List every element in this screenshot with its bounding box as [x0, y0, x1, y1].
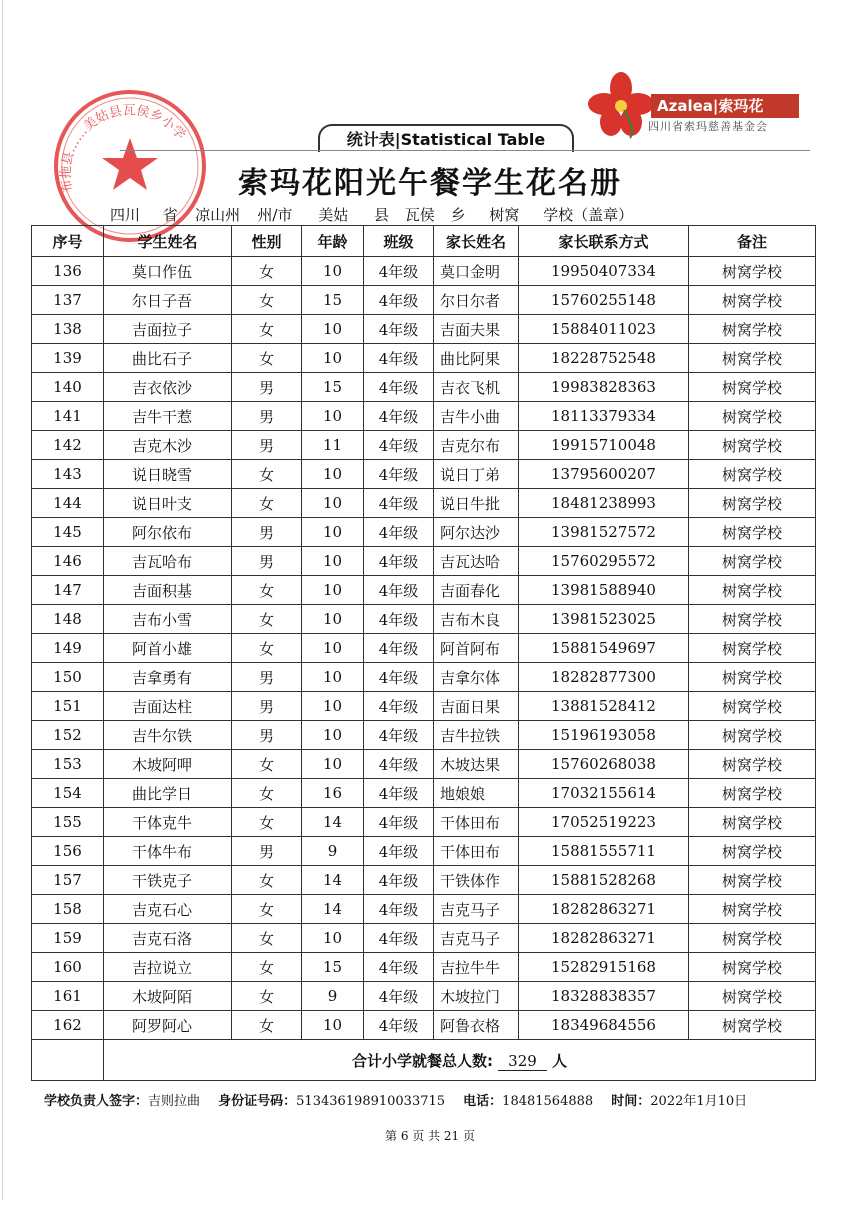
remarks-cell: 树窝学校 — [689, 866, 816, 895]
table-row — [32, 402, 816, 431]
grade-cell: 4年级 — [364, 1011, 434, 1040]
gender-cell: 男 — [232, 663, 302, 692]
row-index-cell: 155 — [32, 808, 104, 837]
student-name-cell: 吉面达柱 — [104, 692, 232, 721]
total-spacer-cell — [32, 1040, 104, 1081]
age-cell: 14 — [302, 808, 364, 837]
age-cell: 10 — [302, 634, 364, 663]
student-name-cell: 吉面拉子 — [104, 315, 232, 344]
province-suffix: 省 — [162, 206, 178, 224]
row-index-cell: 139 — [32, 344, 104, 373]
student-name-cell: 阿首小雄 — [104, 634, 232, 663]
gender-cell: 女 — [232, 808, 302, 837]
age-cell: 16 — [302, 779, 364, 808]
parent-contact-cell: 13981527572 — [519, 518, 689, 547]
age-cell: 10 — [302, 489, 364, 518]
header-parent-contact: 家长联系方式 — [519, 226, 689, 257]
age-cell: 9 — [302, 837, 364, 866]
header-student-name: 学生姓名 — [104, 226, 232, 257]
remarks-cell: 树窝学校 — [689, 605, 816, 634]
parent-contact-cell: 19983828363 — [519, 373, 689, 402]
row-index-cell: 145 — [32, 518, 104, 547]
student-name-cell: 吉布小雪 — [104, 605, 232, 634]
row-index-cell: 142 — [32, 431, 104, 460]
table-row — [32, 779, 816, 808]
grade-cell: 4年级 — [364, 373, 434, 402]
table-row — [32, 547, 816, 576]
parent-contact-cell: 15881555711 — [519, 837, 689, 866]
row-index-cell: 156 — [32, 837, 104, 866]
header-age: 年龄 — [302, 226, 364, 257]
header-grade: 班级 — [364, 226, 434, 257]
table-row — [32, 837, 816, 866]
table-row — [32, 1011, 816, 1040]
gender-cell: 女 — [232, 460, 302, 489]
age-cell: 10 — [302, 315, 364, 344]
row-index-cell: 148 — [32, 605, 104, 634]
row-index-cell: 159 — [32, 924, 104, 953]
age-cell: 10 — [302, 576, 364, 605]
parent-contact-cell: 15760295572 — [519, 547, 689, 576]
prefecture-suffix: 州/市 — [257, 206, 293, 224]
statistical-table-tab: 统计表|Statistical Table — [318, 124, 574, 152]
row-index-cell: 154 — [32, 779, 104, 808]
table-header-row — [32, 226, 816, 257]
parent-contact-cell: 15196193058 — [519, 721, 689, 750]
header-gender: 性别 — [232, 226, 302, 257]
table-row — [32, 634, 816, 663]
table-row — [32, 489, 816, 518]
student-name-cell: 吉面积基 — [104, 576, 232, 605]
signer-label: 学校负责人签字： — [44, 1094, 149, 1109]
table-row — [32, 692, 816, 721]
gender-cell: 女 — [232, 489, 302, 518]
school-suffix: 学校（盖章） — [543, 206, 634, 224]
grade-cell: 4年级 — [364, 982, 434, 1011]
grade-cell: 4年级 — [364, 663, 434, 692]
row-index-cell: 143 — [32, 460, 104, 489]
gender-cell: 女 — [232, 982, 302, 1011]
parent-contact-cell: 18349684556 — [519, 1011, 689, 1040]
gender-cell: 女 — [232, 257, 302, 286]
table-row — [32, 576, 816, 605]
gender-cell: 男 — [232, 547, 302, 576]
county-suffix: 县 — [373, 206, 389, 224]
township-suffix: 乡 — [450, 206, 466, 224]
header-index: 序号 — [32, 226, 104, 257]
parent-name-cell: 干铁体作 — [434, 866, 519, 895]
parent-name-cell: 曲比阿果 — [434, 344, 519, 373]
gender-cell: 男 — [232, 431, 302, 460]
id-value: 513436198910033715 — [296, 1094, 446, 1109]
row-index-cell: 138 — [32, 315, 104, 344]
remarks-cell: 树窝学校 — [689, 1011, 816, 1040]
age-cell: 10 — [302, 460, 364, 489]
remarks-cell: 树窝学校 — [689, 953, 816, 982]
age-cell: 10 — [302, 924, 364, 953]
remarks-cell: 树窝学校 — [689, 779, 816, 808]
row-index-cell: 161 — [32, 982, 104, 1011]
parent-contact-cell: 15884011023 — [519, 315, 689, 344]
logo-org-name: 四川省索玛慈善基金会 — [648, 120, 768, 133]
parent-name-cell: 莫口金明 — [434, 257, 519, 286]
parent-contact-cell: 19915710048 — [519, 431, 689, 460]
grade-cell: 4年级 — [364, 750, 434, 779]
row-index-cell: 136 — [32, 257, 104, 286]
age-cell: 14 — [302, 895, 364, 924]
age-cell: 14 — [302, 866, 364, 895]
grade-cell: 4年级 — [364, 895, 434, 924]
gender-cell: 女 — [232, 576, 302, 605]
grade-cell: 4年级 — [364, 779, 434, 808]
gender-cell: 女 — [232, 953, 302, 982]
page-title: 索玛花阳光午餐学生花名册 — [238, 166, 622, 201]
gender-cell: 男 — [232, 692, 302, 721]
parent-contact-cell: 13881528412 — [519, 692, 689, 721]
province-field: 四川 — [92, 204, 158, 226]
gender-cell: 女 — [232, 895, 302, 924]
parent-name-cell: 阿尔达沙 — [434, 518, 519, 547]
total-unit: 人 — [552, 1051, 568, 1070]
remarks-cell: 树窝学校 — [689, 576, 816, 605]
age-cell: 15 — [302, 286, 364, 315]
student-name-cell: 说日晓雪 — [104, 460, 232, 489]
row-index-cell: 160 — [32, 953, 104, 982]
grade-cell: 4年级 — [364, 605, 434, 634]
remarks-cell: 树窝学校 — [689, 344, 816, 373]
remarks-cell: 树窝学校 — [689, 460, 816, 489]
age-cell: 10 — [302, 605, 364, 634]
remarks-cell: 树窝学校 — [689, 373, 816, 402]
gender-cell: 女 — [232, 344, 302, 373]
grade-cell: 4年级 — [364, 344, 434, 373]
row-index-cell: 150 — [32, 663, 104, 692]
student-name-cell: 木坡阿呷 — [104, 750, 232, 779]
remarks-cell: 树窝学校 — [689, 489, 816, 518]
table-row — [32, 982, 816, 1011]
parent-contact-cell: 18282877300 — [519, 663, 689, 692]
row-index-cell: 157 — [32, 866, 104, 895]
total-row — [32, 1040, 816, 1081]
seal-text: 布拖县……美姑县瓦侯乡小学 — [58, 103, 188, 194]
parent-contact-cell: 15881549697 — [519, 634, 689, 663]
grade-cell: 4年级 — [364, 808, 434, 837]
age-cell: 15 — [302, 953, 364, 982]
grade-cell: 4年级 — [364, 547, 434, 576]
parent-contact-cell: 15760255148 — [519, 286, 689, 315]
student-name-cell: 吉牛尔铁 — [104, 721, 232, 750]
table-row — [32, 257, 816, 286]
student-roster-table — [31, 225, 816, 1081]
student-name-cell: 吉瓦哈布 — [104, 547, 232, 576]
age-cell: 10 — [302, 518, 364, 547]
table-row — [32, 286, 816, 315]
table-row — [32, 721, 816, 750]
student-name-cell: 木坡阿陌 — [104, 982, 232, 1011]
table-row — [32, 518, 816, 547]
parent-name-cell: 吉面夫果 — [434, 315, 519, 344]
grade-cell: 4年级 — [364, 634, 434, 663]
parent-name-cell: 吉克马子 — [434, 895, 519, 924]
parent-contact-cell: 19950407334 — [519, 257, 689, 286]
gender-cell: 女 — [232, 634, 302, 663]
gender-cell: 女 — [232, 779, 302, 808]
foundation-logo — [586, 70, 811, 142]
grade-cell: 4年级 — [364, 576, 434, 605]
parent-name-cell: 干体田布 — [434, 808, 519, 837]
remarks-cell: 树窝学校 — [689, 518, 816, 547]
parent-name-cell: 吉克尔布 — [434, 431, 519, 460]
parent-name-cell: 吉拿尔体 — [434, 663, 519, 692]
table-row — [32, 895, 816, 924]
gender-cell: 女 — [232, 315, 302, 344]
age-cell: 10 — [302, 663, 364, 692]
row-index-cell: 162 — [32, 1011, 104, 1040]
parent-contact-cell: 18228752548 — [519, 344, 689, 373]
row-index-cell: 137 — [32, 286, 104, 315]
phone-label: 电话： — [463, 1094, 503, 1109]
signature-footer — [44, 1090, 804, 1109]
parent-name-cell: 吉克马子 — [434, 924, 519, 953]
student-name-cell: 阿罗阿心 — [104, 1011, 232, 1040]
grade-cell: 4年级 — [364, 431, 434, 460]
phone-value: 18481564888 — [502, 1094, 594, 1109]
remarks-cell: 树窝学校 — [689, 837, 816, 866]
page-number: 第 6 页 共 21 页 — [385, 1129, 475, 1143]
remarks-cell: 树窝学校 — [689, 895, 816, 924]
parent-name-cell: 吉面春化 — [434, 576, 519, 605]
id-label: 身份证号码： — [218, 1094, 297, 1109]
gender-cell: 男 — [232, 373, 302, 402]
signer-value: 吉则拉曲 — [148, 1094, 201, 1109]
parent-contact-cell: 18113379334 — [519, 402, 689, 431]
header-divider — [120, 150, 810, 151]
parent-contact-cell: 18282863271 — [519, 924, 689, 953]
parent-name-cell: 吉衣飞机 — [434, 373, 519, 402]
student-name-cell: 吉克石洛 — [104, 924, 232, 953]
total-cell — [104, 1040, 816, 1081]
parent-name-cell: 吉拉牛牛 — [434, 953, 519, 982]
school-address-line — [92, 204, 633, 226]
grade-cell: 4年级 — [364, 402, 434, 431]
student-name-cell: 阿尔依布 — [104, 518, 232, 547]
parent-contact-cell: 17052519223 — [519, 808, 689, 837]
remarks-cell: 树窝学校 — [689, 286, 816, 315]
parent-name-cell: 尔日尔者 — [434, 286, 519, 315]
student-name-cell: 莫口作伍 — [104, 257, 232, 286]
parent-contact-cell: 18282863271 — [519, 895, 689, 924]
student-name-cell: 吉牛干惹 — [104, 402, 232, 431]
age-cell: 9 — [302, 982, 364, 1011]
row-index-cell: 153 — [32, 750, 104, 779]
parent-contact-cell: 15881528268 — [519, 866, 689, 895]
logo-wordmark: Azalea|索玛花 — [651, 94, 799, 118]
table-row — [32, 605, 816, 634]
student-name-cell: 干体牛布 — [104, 837, 232, 866]
parent-name-cell: 吉瓦达哈 — [434, 547, 519, 576]
parent-contact-cell: 15760268038 — [519, 750, 689, 779]
remarks-cell: 树窝学校 — [689, 431, 816, 460]
roster-body — [32, 257, 816, 1040]
parent-contact-cell: 15282915168 — [519, 953, 689, 982]
table-row — [32, 344, 816, 373]
gender-cell: 男 — [232, 518, 302, 547]
table-row — [32, 431, 816, 460]
row-index-cell: 146 — [32, 547, 104, 576]
prefecture-field: 凉山州 — [183, 204, 253, 226]
remarks-cell: 树窝学校 — [689, 634, 816, 663]
gender-cell: 男 — [232, 837, 302, 866]
date-label: 时间： — [611, 1094, 651, 1109]
student-name-cell: 干体克牛 — [104, 808, 232, 837]
remarks-cell: 树窝学校 — [689, 315, 816, 344]
parent-name-cell: 木坡达果 — [434, 750, 519, 779]
parent-contact-cell: 13795600207 — [519, 460, 689, 489]
student-name-cell: 吉克石心 — [104, 895, 232, 924]
row-index-cell: 140 — [32, 373, 104, 402]
parent-name-cell: 地娘娘 — [434, 779, 519, 808]
row-index-cell: 158 — [32, 895, 104, 924]
azalea-flower-icon — [586, 70, 656, 140]
county-field: 美姑 — [297, 204, 369, 226]
remarks-cell: 树窝学校 — [689, 982, 816, 1011]
grade-cell: 4年级 — [364, 315, 434, 344]
date-value: 2022年1月10日 — [650, 1094, 748, 1109]
student-name-cell: 吉衣依沙 — [104, 373, 232, 402]
row-index-cell: 141 — [32, 402, 104, 431]
grade-cell: 4年级 — [364, 460, 434, 489]
age-cell: 10 — [302, 547, 364, 576]
table-row — [32, 953, 816, 982]
gender-cell: 女 — [232, 924, 302, 953]
parent-name-cell: 吉牛拉铁 — [434, 721, 519, 750]
remarks-cell: 树窝学校 — [689, 721, 816, 750]
remarks-cell: 树窝学校 — [689, 924, 816, 953]
remarks-cell: 树窝学校 — [689, 750, 816, 779]
parent-contact-cell: 17032155614 — [519, 779, 689, 808]
gender-cell: 男 — [232, 402, 302, 431]
student-name-cell: 尔日子吾 — [104, 286, 232, 315]
parent-name-cell: 吉布木良 — [434, 605, 519, 634]
remarks-cell: 树窝学校 — [689, 257, 816, 286]
parent-name-cell: 干体田布 — [434, 837, 519, 866]
age-cell: 10 — [302, 692, 364, 721]
header-remarks: 备注 — [689, 226, 816, 257]
parent-contact-cell: 13981588940 — [519, 576, 689, 605]
parent-name-cell: 吉面日果 — [434, 692, 519, 721]
student-name-cell: 吉拉说立 — [104, 953, 232, 982]
student-name-cell: 曲比石子 — [104, 344, 232, 373]
age-cell: 10 — [302, 344, 364, 373]
gender-cell: 女 — [232, 605, 302, 634]
parent-name-cell: 阿首阿布 — [434, 634, 519, 663]
gender-cell: 女 — [232, 286, 302, 315]
age-cell: 10 — [302, 257, 364, 286]
total-value: 329 — [498, 1052, 547, 1071]
parent-name-cell: 阿鲁衣格 — [434, 1011, 519, 1040]
gender-cell: 女 — [232, 866, 302, 895]
remarks-cell: 树窝学校 — [689, 663, 816, 692]
grade-cell: 4年级 — [364, 837, 434, 866]
student-name-cell: 曲比学日 — [104, 779, 232, 808]
parent-contact-cell: 13981523025 — [519, 605, 689, 634]
student-name-cell: 吉克木沙 — [104, 431, 232, 460]
grade-cell: 4年级 — [364, 692, 434, 721]
total-label: 合计小学就餐总人数: — [351, 1051, 493, 1070]
grade-cell: 4年级 — [364, 924, 434, 953]
student-name-cell: 说日叶支 — [104, 489, 232, 518]
student-name-cell: 吉拿勇有 — [104, 663, 232, 692]
age-cell: 10 — [302, 1011, 364, 1040]
grade-cell: 4年级 — [364, 257, 434, 286]
table-row — [32, 750, 816, 779]
table-row — [32, 460, 816, 489]
remarks-cell: 树窝学校 — [689, 402, 816, 431]
grade-cell: 4年级 — [364, 518, 434, 547]
gender-cell: 男 — [232, 721, 302, 750]
school-field: 树窝 — [470, 204, 538, 226]
parent-contact-cell: 18328838357 — [519, 982, 689, 1011]
parent-name-cell: 说日丁弟 — [434, 460, 519, 489]
parent-contact-cell: 18481238993 — [519, 489, 689, 518]
table-row — [32, 315, 816, 344]
age-cell: 10 — [302, 721, 364, 750]
age-cell: 10 — [302, 402, 364, 431]
table-row — [32, 663, 816, 692]
table-row — [32, 373, 816, 402]
remarks-cell: 树窝学校 — [689, 547, 816, 576]
table-row — [32, 924, 816, 953]
remarks-cell: 树窝学校 — [689, 692, 816, 721]
township-field: 瓦侯 — [394, 204, 446, 226]
parent-name-cell: 木坡拉门 — [434, 982, 519, 1011]
student-name-cell: 干铁克子 — [104, 866, 232, 895]
grade-cell: 4年级 — [364, 721, 434, 750]
gender-cell: 女 — [232, 1011, 302, 1040]
parent-name-cell: 说日牛批 — [434, 489, 519, 518]
grade-cell: 4年级 — [364, 489, 434, 518]
remarks-cell: 树窝学校 — [689, 808, 816, 837]
header-parent-name: 家长姓名 — [434, 226, 519, 257]
row-index-cell: 144 — [32, 489, 104, 518]
row-index-cell: 147 — [32, 576, 104, 605]
age-cell: 15 — [302, 373, 364, 402]
parent-name-cell: 吉牛小曲 — [434, 402, 519, 431]
row-index-cell: 152 — [32, 721, 104, 750]
age-cell: 10 — [302, 750, 364, 779]
age-cell: 11 — [302, 431, 364, 460]
grade-cell: 4年级 — [364, 866, 434, 895]
grade-cell: 4年级 — [364, 953, 434, 982]
grade-cell: 4年级 — [364, 286, 434, 315]
table-row — [32, 866, 816, 895]
table-row — [32, 808, 816, 837]
row-index-cell: 151 — [32, 692, 104, 721]
gender-cell: 女 — [232, 750, 302, 779]
row-index-cell: 149 — [32, 634, 104, 663]
